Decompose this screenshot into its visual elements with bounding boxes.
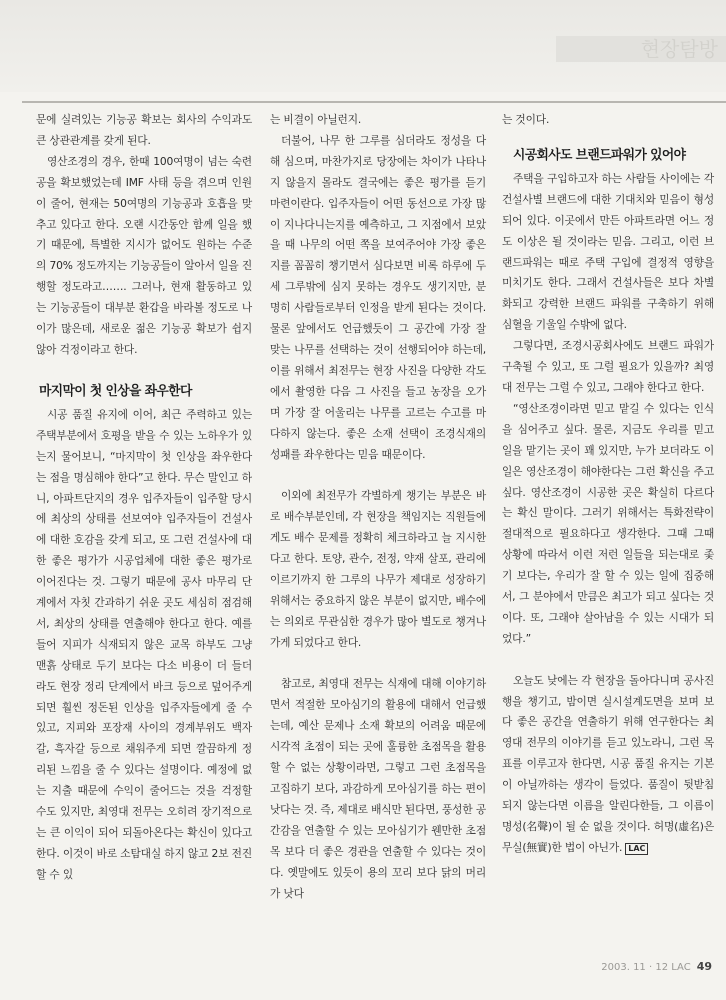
page-footer [601,960,712,973]
col3-paragraph-5-text: 오늘도 낮에는 각 현장을 돌아다니며 공사진행을 챙기고, 밤이면 실시설계도면을 보며 보다 좋은 공간을 연출하기 위해 연구한다는 최영대 전무의 이야기를 듣고 있노라니, 그런 목표를 이루고자 한다면, 시공 품질 유지는 기본이 아닐까하는 생각이 들었다. 품질이 뒷받침되지 않는다면 이름을 알린다한들, 그 이름이 명성(名聲)이 될 순 없을 것이다. 허명(虛名)은 무실(無實)한 법이 아닌가. [502,673,714,854]
issue-label: 2003. 11 · 12 LAC [601,962,691,973]
col2-paragraph-2: 더불어, 나무 한 그루를 심더라도 정성을 다해 심으며, 마찬가지로 당장에는 차이가 나타나지 않을지 몰라도 결국에는 좋은 평가를 듣기 마련이란다. 입주자들이 어떤 동선으로 가장 많이 지나다니는지를 예측하고, 그 지점에서 보았을 때 나무의 어떤 쪽을 보여주어야 가장 좋은지를 꼼꼼히 챙기면서 심다보면 비록 하루에 두세 그루밖에 심지 못하는 경우도 생기지만, 분명히 사람들로부터 인정을 받게 된다는 것이다. 물론 앞에서도 언급했듯이 그 공간에 가장 잘 맞는 나무를 선택하는 것이 선행되어야 하는데, 이를 위해서 최전무는 현장 사진을 다양한 각도에서 촬영한 다음 그 사진을 들고 농장을 오가며 가장 잘 어울리는 나무를 고르는 수고를 마다하지 않는다. 좋은 소재 선택이 조경식재의 성패를 좌우한다는 믿음 때문이다. [270,133,486,461]
col3-paragraph-5 [502,671,714,859]
column-2 [270,110,486,904]
col2-gap-1 [270,465,486,486]
col3-subheading: 시공회사도 브랜드파워가 있어야 [513,147,686,163]
col3-gap [502,650,714,671]
column-3 [502,110,714,859]
col3-paragraph-2: 주택을 구입하고자 하는 사람들 사이에는 각 건설사별 브랜드에 대한 기대치와 믿음이 형성되어 있다. 이곳에서 만든 아파트라면 어느 정도 이상은 될 것이라는 믿음. 그리고, 이런 브랜드파워는 때로 주택 구입에 결정적 영향을 미치기도 한다. 그래서 건설사들은 보다 차별화되고 강력한 브랜드 파워를 구축하기 위해 심혈을 기울일 수밖에 없다. [502,171,714,332]
col1-paragraph-3: 시공 품질 유지에 이어, 최근 주력하고 있는 주택부분에서 호평을 받을 수 있는 노하우가 있는지 물어보니, “마지막이 첫 인상을 좌우한다는 점을 명심해야 한다”고 한다. 무슨 말인고 하니, 아파트단지의 경우 입주자들이 입주할 당시에 최상의 상태를 선보여야 입주자들이 건설사에 대한 호감을 갖게 되고, 또 그런 건설사에 대한 좋은 평가가 시공업체에 대한 좋은 평가로 이어진다는 것. 그렇기 때문에 공사 마무리 단계에서 자칫 간과하기 쉬운 곳도 세심히 점검해서, 최상의 상태를 연출해야 한다고 한다. 예를 들어 지피가 식재되지 않은 교목 하부도 그냥 맨흙 상태로 두기 보다는 다소 비용이 더 들더라도 현장 정리 단계에서 바크 등으로 덮어주게 되면 훨씬 정돈된 인상을 입주자들에게 줄 수 있고, 지피와 포장재 사이의 경계부위도 백자갈, 흑자갈 등으로 채워주게 되면 깔끔하게 정리된 느낌을 줄 수 있다는 설명이다. 예정에 없는 지출 때문에 수익이 줄어드는 것을 걱정할 수도 있지만, 최영대 전무는 오히려 장기적으로는 큰 이익이 되어 되돌아온다는 확신이 있다고 한다. 이것이 바로 소탐대실 하지 않고 2보 전진할 수 있 [36,407,252,881]
col2-paragraph-4: 참고로, 최영대 전무는 식재에 대해 이야기하면서 적절한 모아심기의 활용에 대해서 언급했는데, 예산 문제나 소재 확보의 어려움 때문에 시각적 초점이 되는 곳에 훌륭한 초점목을 활용할 수 없는 상황이라면, 그렇고 그런 초점목을 고집하기 보다, 과감하게 모아심기를 하는 편이 낫다는 것. 즉, 제대로 배식만 된다면, 풍성한 공간감을 연출할 수 있는 모아심기가 웬만한 초점목 보다 더 좋은 경관을 연출할 수 있다는 것이다. 옛말에도 있듯이 용의 꼬리 보다 닭의 머리가 낫다 [270,677,486,900]
col1-paragraph-2: 영산조경의 경우, 한때 100여명이 넘는 숙련공을 확보했었는데 IMF 사태 등을 겪으며 인원이 줄어, 현재는 50여명의 기능공과 호흡을 맞추고 있다고 한다. 오랜 시간동안 함께 일을 했기 때문에, 특별한 지시가 없어도 원하는 수준의 70% 정도까지는 기능공들이 알아서 일을 진행할 정도라고……. 그러나, 현재 활동하고 있는 기능공들이 대부분 환갑을 바라볼 정도로 나이가 많은데, 새로운 젊은 기능공 확보가 쉽지 않아 걱정이라고 한다. [36,154,252,356]
col1-paragraph-1: 문에 실려있는 기능공 확보는 회사의 수익과도 큰 상관관계를 갖게 된다. [36,113,252,147]
col2-paragraph-1: 는 비결이 아닐런지. [270,113,362,126]
lac-end-mark: LAC [625,843,648,855]
col3-quote: “영산조경이라면 믿고 맡길 수 있다는 인식을 심어주고 싶다. 물론, 지금도 우리를 믿고 일을 맡기는 곳이 꽤 있지만, 누가 보더라도 이 일은 영산조경이 해야한다는 그런 확신을 주고 싶다. 영산조경이 시공한 곳은 확실히 다르다는 확신 말이다. 그러기 위해서는 특화전략이 절대적으로 필요하다고 생각한다. 그때 그때 상황에 따라서 이런 저런 일들을 되는대로 좇기 보다는, 우리가 잘 할 수 있는 일에 집중해서, 그 분야에서 만큼은 최고가 되고 싶다는 것이다. 또, 그래야 살아남을 수 있는 시대가 되었다.” [502,401,714,645]
page-number: 49 [696,960,712,973]
header-rule [22,101,726,103]
col1-subheading: 마지막이 첫 인상을 좌우한다 [39,383,192,399]
col3-paragraph-3: 그렇다면, 조경시공회사에도 브랜드 파워가 구축될 수 있고, 또 그럴 필요가 있을까? 최영대 전무는 그럴 수 있고, 그래야 한다고 한다. [502,339,714,394]
col2-gap-2 [270,654,486,675]
col2-paragraph-3: 이외에 최전무가 각별하게 챙기는 부분은 바로 배수부분인데, 각 현장을 책임지는 직원들에게도 배수 문제를 정확히 체크하라고 늘 지시한다고 한다. 토양, 관수, 전정, 약재 살포, 관리에 이르기까지 한 그루의 나무가 제대로 성장하기 위해서는 중요하지 않은 부분이 없지만, 배수에는 의외로 무관심한 경우가 많아 별도로 챙겨나가게 되었다고 한다. [270,489,486,649]
column-1 [36,110,252,886]
col3-paragraph-1: 는 것이다. [502,113,550,126]
section-mark: 현장탐방 [556,36,726,62]
